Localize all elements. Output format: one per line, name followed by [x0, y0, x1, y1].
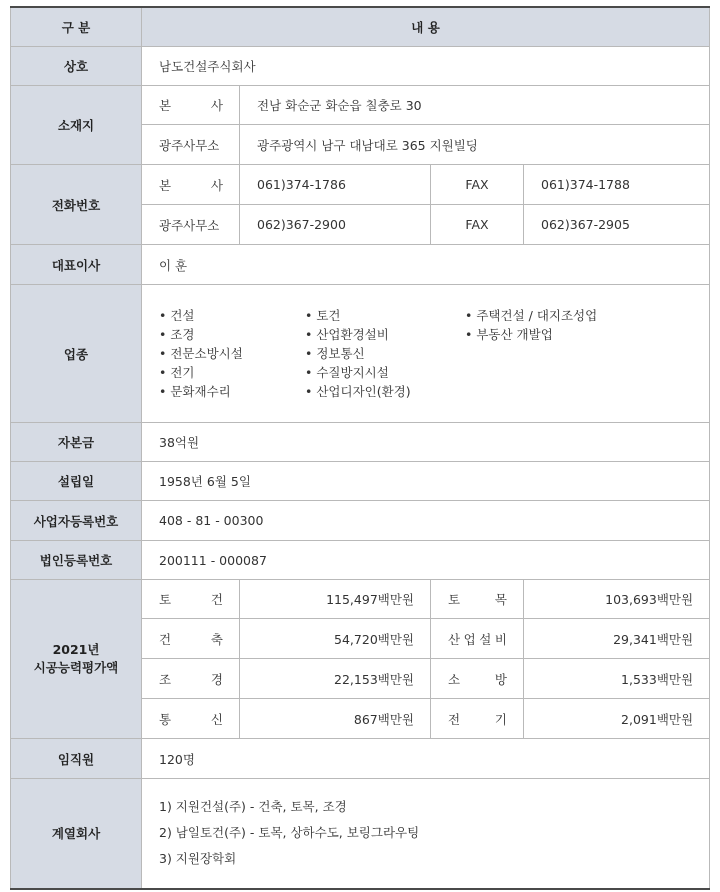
label-biz-reg: 사업자등록번호: [11, 501, 142, 541]
capacity-value: 867백만원: [240, 699, 431, 739]
label-affiliates: 계열회사: [11, 779, 142, 889]
business-item: • 주택건설 / 대지조성업: [465, 306, 665, 325]
value-capital: 38억원: [142, 423, 710, 462]
label-location: 소재지: [11, 86, 142, 165]
capacity-category: 소 방: [431, 659, 524, 699]
business-item: • 수질방지시설: [305, 363, 465, 382]
value-ceo: 이 훈: [142, 245, 710, 285]
label-phone: 전화번호: [11, 165, 142, 245]
affiliate-item: 1) 지원건설(주) - 건축, 토목, 조경: [159, 799, 347, 815]
capacity-value: 22,153백만원: [240, 659, 431, 699]
business-item: • 전기: [159, 363, 305, 382]
value-corp-reg: 200111 - 000087: [142, 541, 710, 580]
business-item: • 조경: [159, 325, 305, 344]
capacity-value: 1,533백만원: [524, 659, 710, 699]
header-content: 내 용: [142, 7, 710, 47]
capacity-category: 산 업 설 비: [431, 619, 524, 659]
row-name: [11, 47, 710, 86]
capacity-category: 조 경: [142, 659, 240, 699]
capacity-value: 54,720백만원: [240, 619, 431, 659]
value-business-list: [142, 285, 710, 423]
sublabel-phone-hq: 본 사: [142, 165, 240, 205]
business-item: • 문화재수리: [159, 382, 305, 401]
label-branch-fax: FAX: [431, 205, 524, 245]
business-bullets: [142, 306, 709, 401]
value-branch-address: 광주광역시 남구 대남대로 365 지원빌딩: [240, 125, 710, 165]
value-hq-tel: 061)374-1786: [240, 165, 431, 205]
row-affiliates: [11, 779, 710, 889]
row-phone-hq: [11, 165, 710, 205]
label-staff: 임직원: [11, 739, 142, 779]
sublabel-phone-branch: 광주사무소: [142, 205, 240, 245]
affiliate-item: 3) 지원장학회: [159, 851, 237, 867]
row-business: [11, 285, 710, 423]
value-name: 남도건설주식회사: [142, 47, 710, 86]
business-item: • 건설: [159, 306, 305, 325]
header-category: 구 분: [11, 7, 142, 47]
label-ceo: 대표이사: [11, 245, 142, 285]
capacity-category: 통 신: [142, 699, 240, 739]
row-capital: [11, 423, 710, 462]
capacity-value: 103,693백만원: [524, 580, 710, 619]
label-business: 업종: [11, 285, 142, 423]
capacity-category: 전 기: [431, 699, 524, 739]
row-capacity-1: [11, 580, 710, 619]
header-row: [11, 7, 710, 47]
label-name: 상호: [11, 47, 142, 86]
value-founded: 1958년 6월 5일: [142, 462, 710, 501]
label-hq-fax: FAX: [431, 165, 524, 205]
value-hq-fax: 061)374-1788: [524, 165, 710, 205]
business-item: • 부동산 개발업: [465, 325, 665, 344]
label-capital: 자본금: [11, 423, 142, 462]
capacity-value: 29,341백만원: [524, 619, 710, 659]
value-hq-address: 전남 화순군 화순읍 칠충로 30: [240, 86, 710, 125]
row-staff: [11, 739, 710, 779]
row-corp-reg: [11, 541, 710, 580]
row-biz-reg: [11, 501, 710, 541]
capacity-value: 115,497백만원: [240, 580, 431, 619]
label-founded: 설립일: [11, 462, 142, 501]
label-corp-reg: 법인등록번호: [11, 541, 142, 580]
row-location-hq: [11, 86, 710, 125]
label-capacity: 2021년 시공능력평가액: [11, 580, 142, 739]
row-founded: [11, 462, 710, 501]
capacity-value: 2,091백만원: [524, 699, 710, 739]
value-staff: 120명: [142, 739, 710, 779]
capacity-category: 토 목: [431, 580, 524, 619]
value-biz-reg: 408 - 81 - 00300: [142, 501, 710, 541]
sublabel-hq: 본 사: [142, 86, 240, 125]
business-item: • 산업환경설비: [305, 325, 465, 344]
value-branch-fax: 062)367-2905: [524, 205, 710, 245]
business-item: • 토건: [305, 306, 465, 325]
business-item: • 산업디자인(환경): [305, 382, 465, 401]
business-item: • 전문소방시설: [159, 344, 305, 363]
row-ceo: [11, 245, 710, 285]
affiliate-item: 2) 남일토건(주) - 토목, 상하수도, 보링그라우팅: [159, 825, 420, 841]
business-item: • 정보통신: [305, 344, 465, 363]
company-info-table: [10, 6, 710, 890]
sublabel-branch: 광주사무소: [142, 125, 240, 165]
capacity-category: 토 건: [142, 580, 240, 619]
value-branch-tel: 062)367-2900: [240, 205, 431, 245]
capacity-category: 건 축: [142, 619, 240, 659]
value-affiliates: [142, 779, 710, 889]
